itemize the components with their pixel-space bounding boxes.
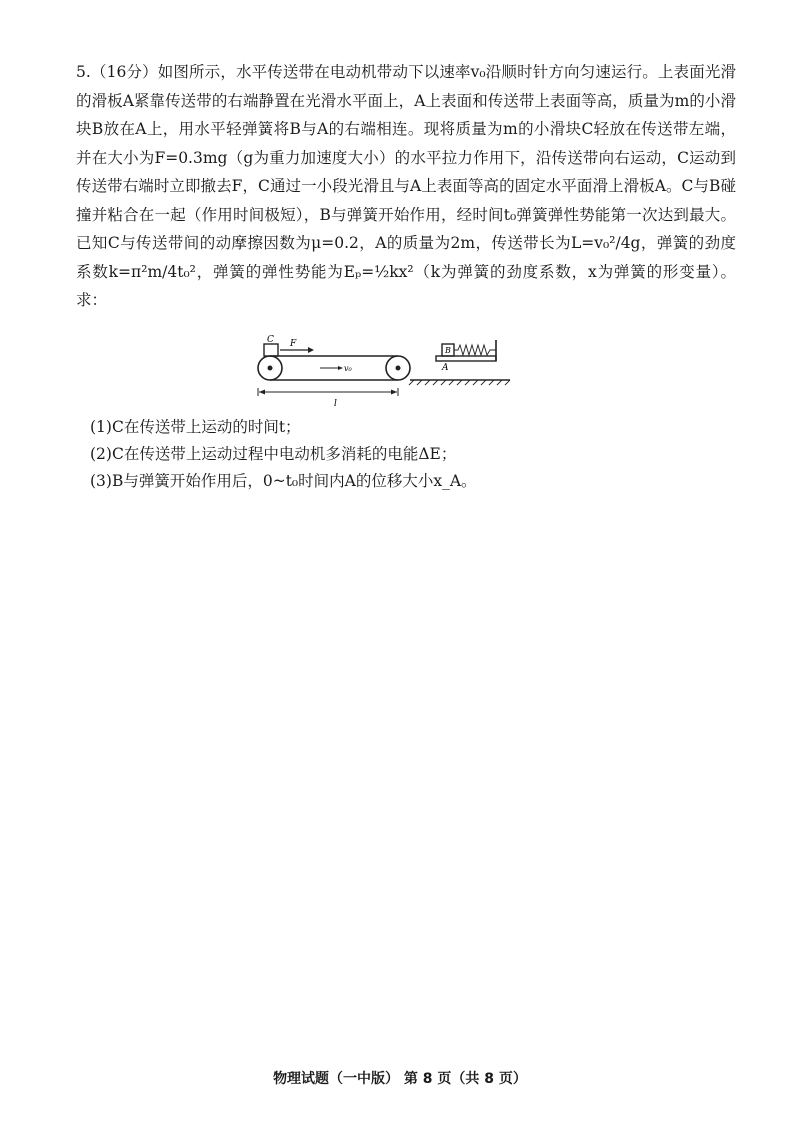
- label-c: C: [267, 335, 274, 345]
- conveyor-diagram: [250, 334, 520, 412]
- question-item: (1)C在传送带上运动的时间t；: [90, 418, 301, 436]
- board-a: [436, 356, 496, 361]
- problem-statement: [76, 58, 736, 315]
- question-list: [90, 414, 477, 495]
- block-c: [264, 344, 278, 356]
- label-b: B: [445, 346, 451, 355]
- ground-hatch: [409, 380, 510, 385]
- label-v0: v₀: [344, 364, 352, 373]
- spring: [454, 345, 496, 355]
- label-f: F: [290, 339, 297, 349]
- problem-text: 5.（16分）如图所示，水平传送带在电动机带动下以速率v₀沿顺时针方向匀速运行。上表面光滑的滑板A紧靠传送带的右端静置在光滑水平面上，A上表面和传送带上表面等高，质量为m的小滑块B放在A上，用水平轻弹簧将B与A的右端相连。现将质量为m的小滑块C轻放在传送带左端，并在大小为F=0.3mg（g为重力加速度大小）的水平拉力作用下，沿传送带向右运动，C运动到传送带右端时立即撤去F，C通过一小段光滑且与A上表面等高的固定水平面滑上滑板A。C与B碰撞并粘合在一起（作用时间极短），B与弹簧开始作用，经时间t₀弹簧弹性势能第一次达到最大。已知C与传送带间的动摩擦因数为μ=0.2，A的质量为2m，传送带长为L=v₀²/4g，弹簧的劲度系数k=π²m/4t₀²，弹簧的弹性势能为Eₚ=½kx²（k为弹簧的劲度系数，x为弹簧的形变量）。求：: [76, 63, 736, 309]
- label-a: A: [442, 363, 449, 373]
- question-item: (2)C在传送带上运动过程中电动机多消耗的电能ΔE；: [90, 445, 457, 463]
- question-item: (3)B与弹簧开始作用后，0~t₀时间内A的位移大小x_A。: [90, 472, 477, 490]
- label-l: l: [334, 399, 337, 409]
- page-footer: 物理试题（一中版） 第 8 页（共 8 页）: [273, 1071, 527, 1087]
